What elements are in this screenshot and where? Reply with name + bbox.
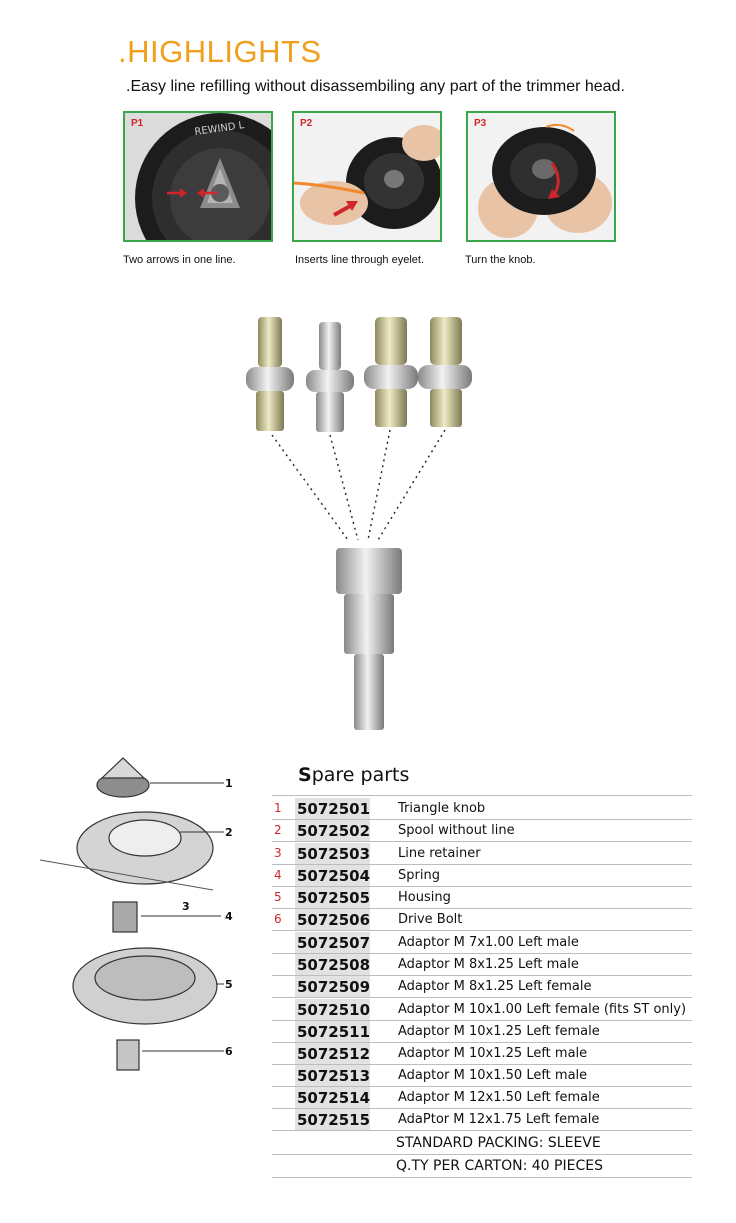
part-description: Adaptor M 10x1.25 Left female <box>398 1024 600 1039</box>
photo-p2 <box>292 111 442 242</box>
callout-5: 5 <box>225 978 233 991</box>
callout-4: 4 <box>225 910 233 923</box>
part-description: Adaptor M 12x1.50 Left female <box>398 1090 600 1105</box>
table-row <box>272 999 692 1021</box>
adaptor-bolt <box>246 317 294 431</box>
table-row <box>272 1021 692 1043</box>
part-code: 5072508 <box>297 956 371 974</box>
part-code: 5072502 <box>297 822 371 840</box>
standard-packing: STANDARD PACKING: SLEEVE <box>396 1135 601 1151</box>
adaptor-bolt <box>418 317 472 427</box>
table-row <box>272 909 692 931</box>
row-number: 1 <box>274 801 282 815</box>
callout-2: 2 <box>225 826 233 839</box>
trimmer-knob-illustration <box>125 113 271 240</box>
part-code: 5072511 <box>297 1023 371 1041</box>
part-description: Spring <box>398 868 440 883</box>
part-code: 5072512 <box>297 1045 371 1063</box>
table-row <box>272 976 692 998</box>
photo-label: P1 <box>131 118 144 129</box>
part-code: 5072515 <box>297 1111 371 1129</box>
table-row <box>272 954 692 976</box>
part-code: 5072503 <box>297 845 371 863</box>
exploded-view-diagram <box>30 750 270 1090</box>
caption-p3: Turn the knob. <box>465 254 536 266</box>
table-row <box>272 798 692 820</box>
part-code: 5072514 <box>297 1089 371 1107</box>
highlights-title: .HIGHLIGHTS <box>118 34 322 69</box>
insert-line-illustration <box>294 113 440 240</box>
spare-parts-title-rest: pare parts <box>311 764 410 786</box>
callout-6: 6 <box>225 1045 233 1058</box>
row-number: 5 <box>274 890 282 904</box>
photo-label: P2 <box>300 118 313 129</box>
part-description: Housing <box>398 890 451 905</box>
part-description: Adaptor M 8x1.25 Left male <box>398 957 579 972</box>
spare-parts-title-initial: S <box>298 764 312 786</box>
photo-label: P3 <box>474 118 487 129</box>
row-number: 2 <box>274 823 282 837</box>
caption-p2: Inserts line through eyelet. <box>295 254 425 266</box>
adaptor-bolt <box>364 317 418 427</box>
turn-knob-illustration <box>468 113 614 240</box>
quantity-per-carton: Q.TY PER CARTON: 40 PIECES <box>396 1158 603 1174</box>
part-description: Adaptor M 8x1.25 Left female <box>398 979 592 994</box>
part-code: 5072504 <box>297 867 371 885</box>
adaptor-bolts-illustration <box>230 300 490 740</box>
table-row <box>272 887 692 909</box>
part-code: 5072506 <box>297 911 371 929</box>
highlights-subtitle: .Easy line refilling without disassembiling any part of the trimmer head. <box>126 78 625 95</box>
row-number: 6 <box>274 912 282 926</box>
part-description: Line retainer <box>398 846 481 861</box>
caption-p1: Two arrows in one line. <box>123 254 236 266</box>
part-code: 5072501 <box>297 800 371 818</box>
table-row <box>272 865 692 887</box>
photo-p3 <box>466 111 616 242</box>
part-code: 5072509 <box>297 978 371 996</box>
part-description: Adaptor M 10x1.50 Left male <box>398 1068 588 1083</box>
part-description: AdaPtor M 12x1.75 Left female <box>398 1112 600 1127</box>
row-number: 3 <box>274 846 282 860</box>
p1-knob-text: REWIND L <box>193 120 245 138</box>
part-code: 5072513 <box>297 1067 371 1085</box>
spare-parts-title <box>298 764 409 786</box>
part-description: Adaptor M 7x1.00 Left male <box>398 935 579 950</box>
photo-p1 <box>123 111 273 242</box>
drive-adaptor <box>336 548 402 730</box>
table-row <box>272 1065 692 1087</box>
part-description: Drive Bolt <box>398 912 463 927</box>
table-row <box>272 1109 692 1131</box>
part-description: Adaptor M 10x1.25 Left male <box>398 1046 588 1061</box>
row-number: 4 <box>274 868 282 882</box>
part-description: Triangle knob <box>398 801 486 816</box>
table-row <box>272 1043 692 1065</box>
part-code: 5072505 <box>297 889 371 907</box>
part-code: 5072507 <box>297 934 371 952</box>
callout-1: 1 <box>225 777 233 790</box>
packing-row <box>272 1132 692 1155</box>
carton-row <box>272 1155 692 1178</box>
table-row <box>272 1087 692 1109</box>
part-description: Spool without line <box>398 823 515 838</box>
part-code: 5072510 <box>297 1001 371 1019</box>
callout-3: 3 <box>182 900 190 913</box>
part-description: Adaptor M 10x1.00 Left female (fits ST only) <box>398 1002 687 1017</box>
adaptor-bolt <box>306 322 354 432</box>
table-row <box>272 932 692 954</box>
table-row <box>272 820 692 842</box>
table-row <box>272 843 692 865</box>
